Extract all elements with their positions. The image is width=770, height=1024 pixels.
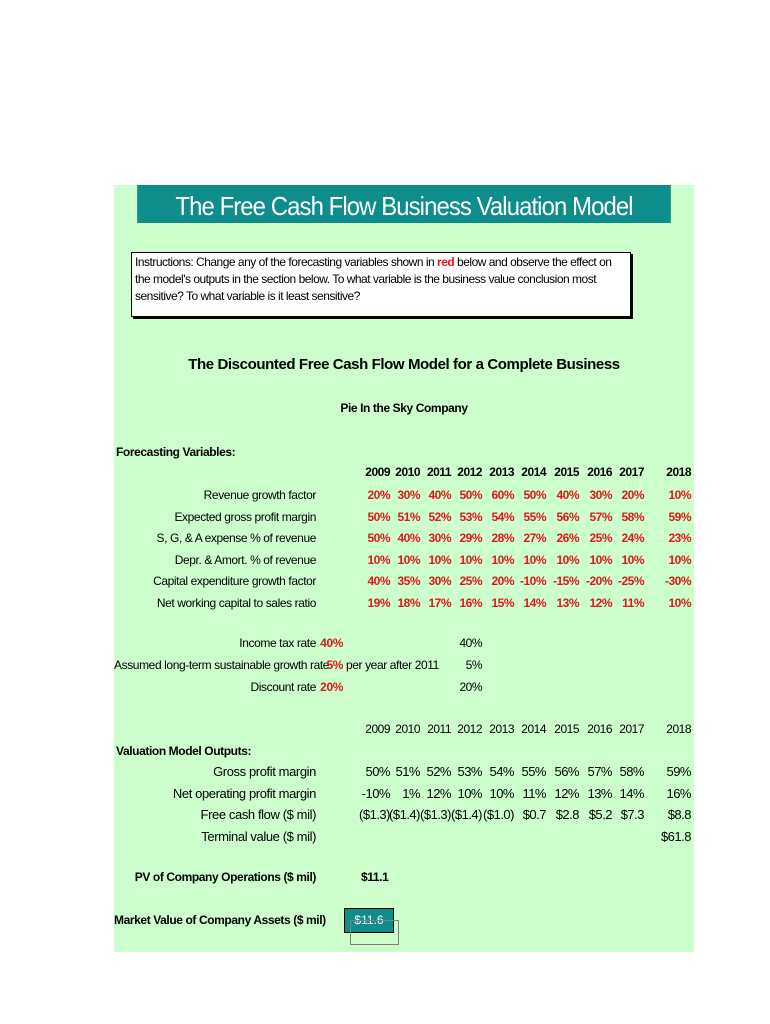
forecast-input-cell[interactable]: 25% bbox=[589, 531, 612, 545]
instructions-red-word: red bbox=[437, 255, 455, 269]
rate-echo-value: 5% bbox=[465, 658, 482, 672]
output-value-cell: $2.8 bbox=[555, 807, 579, 822]
rate-echo-value: 20% bbox=[459, 680, 482, 694]
forecast-input-cell[interactable]: 51% bbox=[397, 509, 420, 524]
forecast-input-cell[interactable]: 40% bbox=[367, 574, 390, 588]
forecast-input-cell[interactable]: 10% bbox=[491, 552, 514, 567]
output-value-cell: 16% bbox=[666, 785, 691, 801]
forecast-input-cell[interactable]: 35% bbox=[397, 574, 420, 588]
valuation-outputs-label: Valuation Model Outputs: bbox=[116, 744, 252, 758]
output-value-cell: 52% bbox=[426, 764, 451, 779]
forecast-year-2015: 2015 bbox=[554, 465, 579, 479]
forecast-year-2011: 2011 bbox=[426, 465, 451, 479]
output-value-cell: ($1.4) bbox=[451, 807, 482, 822]
forecast-input-cell[interactable]: 40% bbox=[428, 488, 451, 502]
output-value-cell: 14% bbox=[619, 785, 644, 801]
forecasting-variables-label: Forecasting Variables: bbox=[116, 445, 236, 459]
forecast-year-2013: 2013 bbox=[489, 465, 514, 479]
forecast-input-cell[interactable]: 17% bbox=[428, 595, 451, 610]
forecast-input-cell[interactable]: 10% bbox=[459, 552, 482, 567]
output-value-cell: 13% bbox=[587, 785, 612, 801]
forecast-year-2014: 2014 bbox=[521, 465, 546, 479]
forecast-input-cell[interactable]: 28% bbox=[491, 531, 514, 545]
forecast-row-label: Revenue growth factor bbox=[203, 488, 316, 502]
forecast-input-cell[interactable]: 27% bbox=[523, 531, 546, 545]
forecast-input-cell[interactable]: 11% bbox=[622, 595, 644, 610]
output-row-label: Terminal value ($ mil) bbox=[201, 828, 316, 844]
forecast-input-cell[interactable]: 59% bbox=[668, 509, 691, 524]
forecast-row-label: Depr. & Amort. % of revenue bbox=[174, 552, 316, 567]
forecast-year-2012: 2012 bbox=[457, 465, 482, 479]
forecast-input-cell[interactable]: 30% bbox=[397, 488, 420, 502]
forecast-input-cell[interactable]: 20% bbox=[621, 488, 644, 502]
rate-note: per year after 2011 bbox=[346, 658, 439, 672]
forecast-input-cell[interactable]: 58% bbox=[621, 509, 644, 524]
instructions-text-after: below and observe the effect on the model's outputs in the section below. To what variable is the business value conclusion most sensitive? To what variable is it least sensitive? bbox=[135, 255, 612, 303]
forecast-input-cell[interactable]: 10% bbox=[668, 595, 691, 610]
rate-label: Assumed long-term sustainable growth rate bbox=[114, 658, 330, 672]
output-year-2012: 2012 bbox=[457, 722, 482, 736]
forecast-input-cell[interactable]: -10% bbox=[519, 574, 546, 588]
output-value-cell: 59% bbox=[666, 764, 691, 779]
rate-input-cell[interactable]: 40% bbox=[320, 636, 343, 650]
output-value-cell: 50% bbox=[365, 764, 390, 779]
forecast-input-cell[interactable]: 10% bbox=[428, 552, 451, 567]
rate-input-cell[interactable]: 5% bbox=[326, 658, 343, 672]
forecast-input-cell[interactable]: 30% bbox=[428, 531, 451, 545]
forecast-input-cell[interactable]: 14% bbox=[523, 595, 546, 610]
rate-echo-value: 40% bbox=[459, 636, 482, 650]
output-value-cell: 1% bbox=[402, 785, 420, 801]
forecast-input-cell[interactable]: 24% bbox=[621, 531, 644, 545]
forecast-input-cell[interactable]: 26% bbox=[556, 531, 579, 545]
rate-label: Discount rate bbox=[250, 680, 316, 694]
output-row-label: Net operating profit margin bbox=[172, 785, 316, 801]
output-year-2009: 2009 bbox=[365, 722, 390, 736]
forecast-input-cell[interactable]: 54% bbox=[491, 509, 514, 524]
forecast-row-label: S, G, & A expense % of revenue bbox=[156, 531, 316, 545]
forecast-input-cell[interactable]: 10% bbox=[589, 552, 612, 567]
output-year-2015: 2015 bbox=[554, 722, 579, 736]
forecast-input-cell[interactable]: 50% bbox=[459, 488, 482, 502]
market-value-cell[interactable]: $11.6 bbox=[344, 908, 394, 933]
output-value-cell: 53% bbox=[457, 764, 482, 779]
output-value-cell: ($1.0) bbox=[483, 807, 514, 822]
forecast-input-cell[interactable]: 52% bbox=[428, 509, 451, 524]
forecast-input-cell[interactable]: 10% bbox=[556, 552, 579, 567]
output-value-cell: 11% bbox=[522, 785, 546, 801]
output-value-cell: 10% bbox=[489, 785, 514, 801]
company-name: Pie In the Sky Company bbox=[340, 401, 468, 415]
forecast-input-cell[interactable]: 15% bbox=[491, 595, 514, 610]
forecast-year-2017: 2017 bbox=[619, 465, 644, 479]
forecast-row-label: Expected gross profit margin bbox=[174, 509, 316, 524]
model-title: The Discounted Free Cash Flow Model for a Complete Business bbox=[188, 356, 620, 373]
forecast-input-cell[interactable]: 29% bbox=[459, 531, 482, 545]
forecast-input-cell[interactable]: 12% bbox=[589, 595, 612, 610]
forecast-input-cell[interactable]: 40% bbox=[556, 488, 579, 502]
forecast-input-cell[interactable]: 10% bbox=[668, 552, 691, 567]
forecast-input-cell[interactable]: 30% bbox=[589, 488, 612, 502]
forecast-input-cell[interactable]: 10% bbox=[397, 552, 420, 567]
instructions-box bbox=[131, 252, 631, 317]
page-title: The Free Cash Flow Business Valuation Model bbox=[137, 185, 671, 223]
forecast-input-cell[interactable]: 20% bbox=[367, 488, 390, 502]
output-row-label: Gross profit margin bbox=[213, 764, 316, 779]
forecast-input-cell[interactable]: 16% bbox=[459, 595, 482, 610]
output-value-cell: ($1.3) bbox=[420, 807, 451, 822]
output-value-cell: 54% bbox=[489, 764, 514, 779]
forecast-input-cell[interactable]: 10% bbox=[367, 552, 390, 567]
forecast-input-cell[interactable]: 50% bbox=[523, 488, 546, 502]
instructions-text-before: Instructions: Change any of the forecasting variables shown in bbox=[135, 255, 438, 269]
rate-label: Income tax rate bbox=[239, 636, 316, 650]
output-value-cell: $5.2 bbox=[588, 807, 612, 822]
forecast-input-cell[interactable]: 13% bbox=[556, 595, 579, 610]
forecast-input-cell[interactable]: -15% bbox=[552, 574, 579, 588]
output-year-2011: 2011 bbox=[427, 722, 451, 736]
forecast-input-cell[interactable]: 19% bbox=[367, 595, 390, 610]
output-value-cell: ($1.3) bbox=[359, 807, 390, 822]
forecast-year-2010: 2010 bbox=[395, 465, 420, 479]
output-value-cell: 57% bbox=[587, 764, 612, 779]
forecast-input-cell[interactable]: 18% bbox=[397, 595, 420, 610]
pv-value: $11.1 bbox=[361, 870, 389, 884]
output-value-cell: 12% bbox=[554, 785, 579, 801]
output-year-2016: 2016 bbox=[587, 722, 612, 736]
selection-outline bbox=[350, 920, 399, 945]
forecast-input-cell[interactable]: 55% bbox=[523, 509, 546, 524]
forecast-input-cell[interactable]: 25% bbox=[459, 574, 482, 588]
forecast-row-label: Capital expenditure growth factor bbox=[153, 574, 316, 588]
output-value-cell: ($1.4) bbox=[389, 807, 420, 822]
output-value-cell: 12% bbox=[426, 785, 451, 801]
forecast-input-cell[interactable]: -20% bbox=[585, 574, 612, 588]
output-value-cell: $8.8 bbox=[667, 807, 691, 822]
forecast-input-cell[interactable]: 50% bbox=[367, 509, 390, 524]
output-year-2010: 2010 bbox=[395, 722, 420, 736]
forecast-input-cell[interactable]: 30% bbox=[428, 574, 451, 588]
output-year-2013: 2013 bbox=[489, 722, 514, 736]
forecast-input-cell[interactable]: 40% bbox=[397, 531, 420, 545]
forecast-input-cell[interactable]: 23% bbox=[668, 531, 691, 545]
forecast-input-cell[interactable]: 56% bbox=[556, 509, 579, 524]
output-row-label: Free cash flow ($ mil) bbox=[200, 807, 316, 822]
forecast-year-2016: 2016 bbox=[587, 465, 612, 479]
forecast-input-cell[interactable]: 10% bbox=[523, 552, 546, 567]
pv-label: PV of Company Operations ($ mil) bbox=[134, 870, 316, 884]
output-value-cell: 56% bbox=[554, 764, 579, 779]
output-value-cell: 10% bbox=[457, 785, 482, 801]
forecast-input-cell[interactable]: 10% bbox=[621, 552, 644, 567]
market-value-label: Market Value of Company Assets ($ mil) bbox=[114, 913, 326, 927]
rate-input-cell[interactable]: 20% bbox=[320, 680, 343, 694]
output-value-cell: -10% bbox=[361, 785, 390, 801]
output-value-cell: 58% bbox=[619, 764, 644, 779]
forecast-input-cell[interactable]: 60% bbox=[491, 488, 514, 502]
output-value-cell: $0.7 bbox=[522, 807, 546, 822]
forecast-input-cell[interactable]: -30% bbox=[664, 574, 691, 588]
output-value-cell: $61.8 bbox=[660, 828, 691, 844]
forecast-year-2018: 2018 bbox=[666, 465, 691, 479]
output-year-2017: 2017 bbox=[619, 722, 644, 736]
forecast-input-cell[interactable]: 50% bbox=[367, 531, 390, 545]
output-value-cell: 51% bbox=[395, 764, 420, 779]
output-value-cell: 55% bbox=[521, 764, 546, 779]
forecast-input-cell[interactable]: 20% bbox=[491, 574, 514, 588]
output-year-2014: 2014 bbox=[521, 722, 546, 736]
forecast-input-cell[interactable]: 53% bbox=[459, 509, 482, 524]
output-year-2018: 2018 bbox=[666, 722, 691, 736]
forecast-year-2009: 2009 bbox=[365, 465, 390, 479]
forecast-input-cell[interactable]: -25% bbox=[617, 574, 644, 588]
forecast-row-label: Net working capital to sales ratio bbox=[156, 595, 316, 610]
forecast-input-cell[interactable]: 10% bbox=[668, 488, 691, 502]
forecast-input-cell[interactable]: 57% bbox=[589, 509, 612, 524]
output-value-cell: $7.3 bbox=[620, 807, 644, 822]
